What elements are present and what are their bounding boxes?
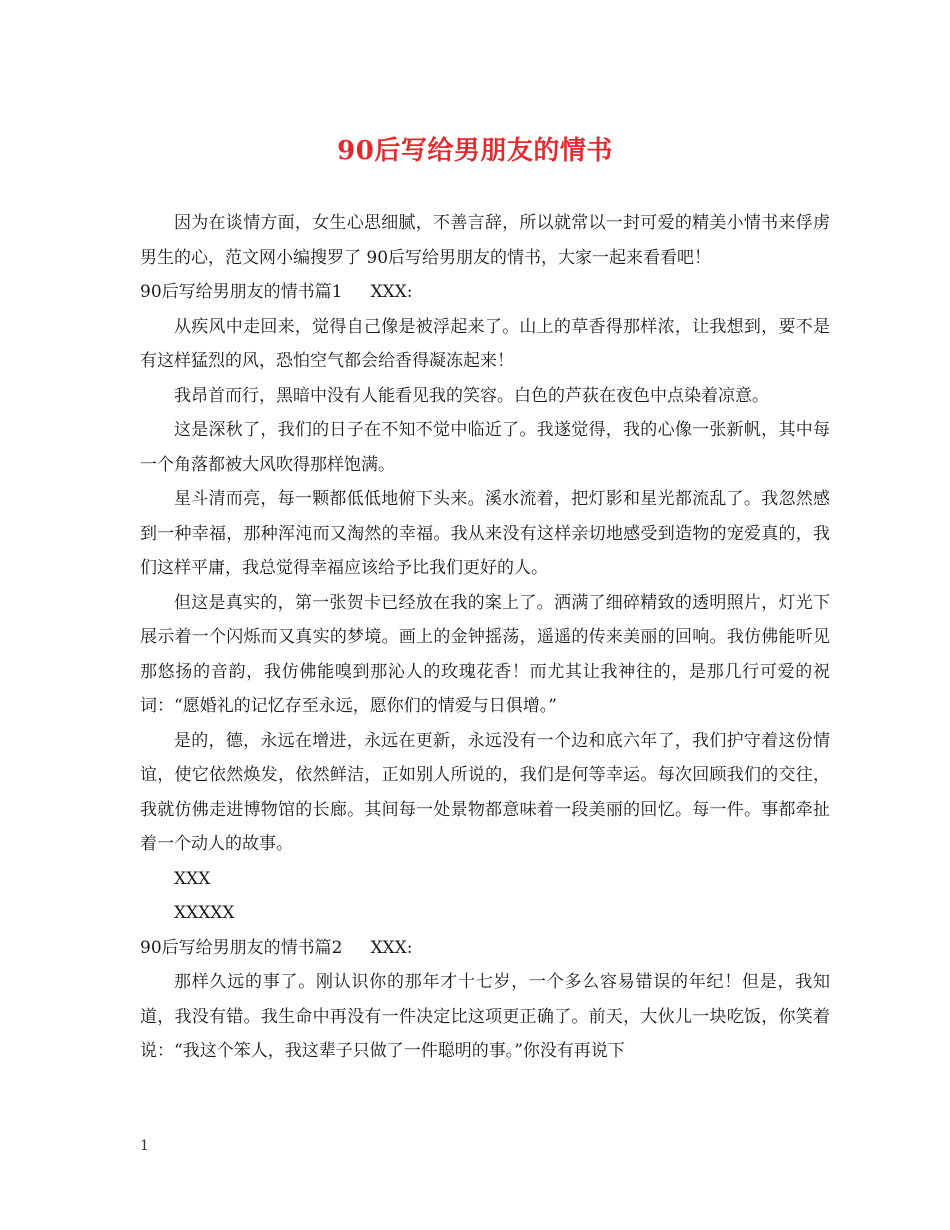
letter1-paragraph: 是的，德，永远在增进，永远在更新，永远没有一个边和底六年了，我们护守着这份情谊，使它依然焕发，依然鲜洁，正如别人所说的，我们是何等幸运。每次回顾我们的交往，我就仿佛走进博物馆的长廊。其间每一处景物都意味着一段美丽的回忆。每一件。事都牵扯着一个动人的故事。 <box>140 730 830 854</box>
letter1-paragraph: 星斗清而亮，每一颗都低低地俯下头来。溪水流着，把灯影和星光都流乱了。我忽然感到一种幸福，那种浑沌而又淘然的幸福。我从来没有这样亲切地感受到造物的宠爱真的，我们这样平庸，我总觉得幸福应该给予比我们更好的人。 <box>140 489 830 578</box>
letter1-heading-line <box>140 275 830 310</box>
letter1-signature: XXX <box>174 868 211 889</box>
letter1-heading: 90后写给男朋友的情书篇1 <box>140 282 343 302</box>
page-number: 1 <box>140 1138 149 1154</box>
letter1-salutation: XXX: <box>370 282 413 302</box>
document-title: 90后写给男朋友的情书 <box>337 136 613 166</box>
letter2-paragraph: 那样久远的事了。刚认识你的那年才十七岁，一个多么容易错误的年纪！但是，我知道，我没有错。我生命中再没有一件决定比这项更正确了。前天，大伙儿一块吃饭，你笑着说：“我这个笨人，我这辈子只做了一件聪明的事。”你没有再说下 <box>140 972 830 1061</box>
letter1-paragraph: 从疾风中走回来，觉得自己像是被浮起来了。山上的草香得那样浓，让我想到，要不是有这样猛烈的风，恐怕空气都会给香得凝冻起来！ <box>140 316 830 371</box>
letter1-signature: XXXXX <box>174 903 235 923</box>
document-body <box>140 206 830 1069</box>
letter1-paragraph: 我昂首而行，黑暗中没有人能看见我的笑容。白色的芦荻在夜色中点染着凉意。 <box>174 385 769 406</box>
letter2-salutation: XXX: <box>370 937 413 958</box>
intro-paragraph: 因为在谈情方面，女生心思细腻，不善言辞，所以就常以一封可爱的精美小情书来俘虏男生的心，范文网小编搜罗了 90后写给男朋友的情书，大家一起来看看吧！ <box>140 213 830 268</box>
letter1-paragraph: 但这是真实的，第一张贺卡已经放在我的案上了。洒满了细碎精致的透明照片，灯光下展示着一个闪烁而又真实的梦境。画上的金钟摇荡，遥遥的传来美丽的回响。我仿佛能听见那悠扬的音韵，我仿佛能嗅到那沁人的玫瑰花香！而尤其让我神往的，是那几行可爱的祝词：“愿婚礼的记忆存至永远，愿你们的情爱与日俱增。” <box>140 592 830 716</box>
letter1-paragraph: 这是深秋了，我们的日子在不知不觉中临近了。我遂觉得，我的心像一张新帆，其中每一个角落都被大风吹得那样饱满。 <box>140 420 830 475</box>
letter2-heading: 90后写给男朋友的情书篇2 <box>140 937 343 958</box>
letter2-heading-line <box>140 931 830 966</box>
